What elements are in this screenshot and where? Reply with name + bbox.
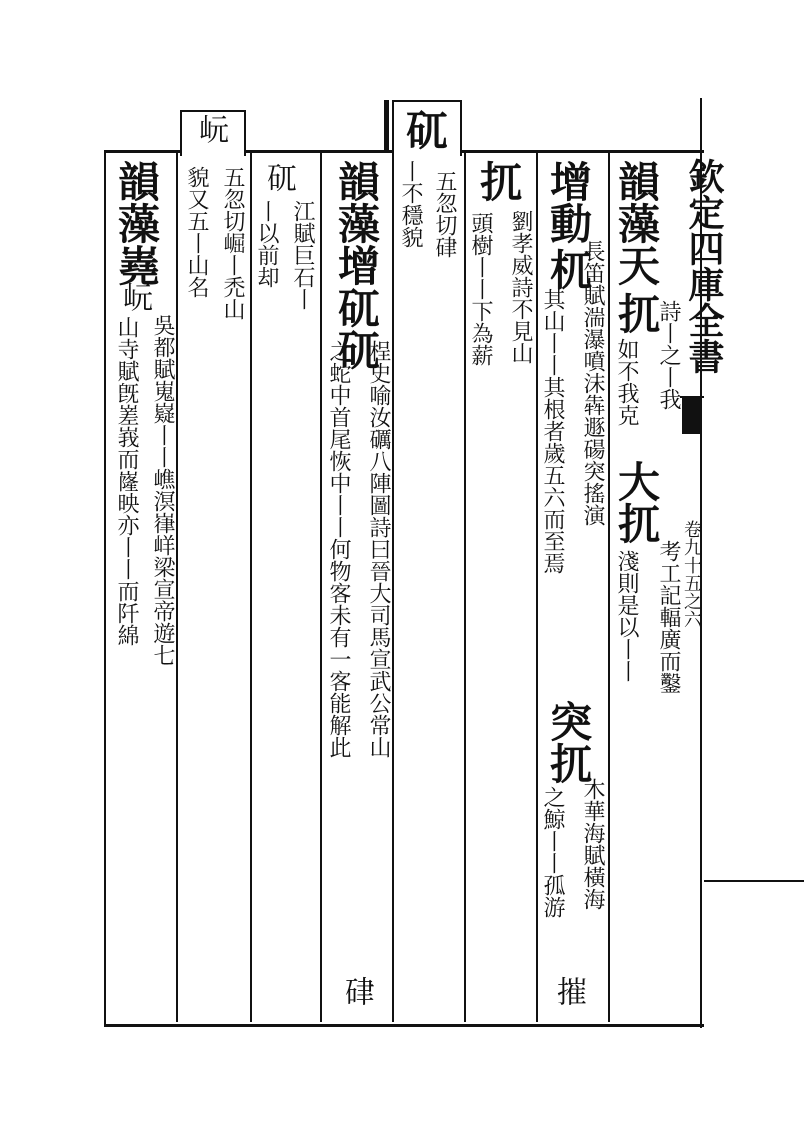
entry-text: 劉孝威詩不見山 [508, 210, 533, 364]
column-divider [608, 152, 610, 1022]
entry-headchar: 杌 [544, 248, 593, 290]
entry-text: 其山丨丨其根者歲五六而至焉 [540, 288, 565, 574]
entry-text: 如不我克 [614, 338, 639, 426]
entry-text: 山寺賦旣嵳峩而嶐映亦丨丨而阡綿 [114, 316, 139, 646]
column-divider [176, 152, 178, 1022]
column-divider [536, 152, 538, 1022]
entry-text: 木華海賦橫海 [580, 778, 605, 910]
column-divider [464, 152, 466, 1022]
entry-text: 考工記輻廣而鑿 [656, 540, 681, 694]
entry-text: 五忽切崛丨禿山 [220, 166, 245, 320]
entry-text: 頭樹丨丨下為薪 [468, 212, 493, 366]
entry-text: 之蛇中首尾恢中丨丨何物客未有一客能解此 [326, 340, 351, 758]
entry-text: 丨不穩貌 [398, 160, 423, 248]
entry-head: 矹 [400, 108, 449, 150]
entry-text: 丨以前却 [254, 200, 279, 288]
entry-head: 韻藻增矹矹 [332, 160, 381, 370]
entry-text: 吳都賦嵬嶷丨丨嶕溟嵂㟄梁宣帝遊七 [150, 314, 175, 666]
entry-text: 詩丨之丨我 [656, 300, 681, 410]
entry-text: 江賦巨石丨 [290, 200, 315, 310]
juan-number: 卷九十五之六 [681, 520, 702, 628]
entry-head: 扤 [474, 160, 523, 202]
entry-head: 韻藻天 [612, 160, 661, 286]
column-divider [320, 152, 322, 1022]
entry-text: 桯史喻汝礪八陣圖詩曰晉大司馬宣武公常山 [366, 340, 391, 758]
entry-tail: 硉 [339, 976, 374, 1006]
entry-head: 突扤 [544, 700, 593, 784]
entry-head: 大扤 [612, 460, 661, 544]
entry-headchar: 岏 [117, 282, 152, 312]
column-divider [250, 152, 252, 1022]
entry-text: 之鯨丨丨孤游 [540, 786, 565, 918]
entry-text: 淺則是以丨丨 [614, 550, 639, 682]
entry-tail: 摧 [551, 976, 586, 1006]
box-mark [384, 100, 389, 152]
entry-text: 貌又五丨山名 [184, 166, 209, 298]
page-header: 欽定四庫全書 [683, 158, 725, 374]
entry-head: 增動 [544, 160, 593, 244]
column-divider [392, 152, 394, 1022]
entry-text: 五忽切硉 [432, 170, 457, 258]
entry-headchar: 扤 [612, 292, 661, 334]
frame-bottom-rule [104, 1024, 704, 1027]
tail-rule [704, 880, 804, 882]
entry-text: 長笛賦湍瀑噴沫犇遯碭突搖演 [580, 240, 605, 526]
entry-head: 韻藻嶤 [112, 160, 161, 286]
frame-left-rule [104, 150, 106, 1024]
fishtail-mark [682, 398, 702, 434]
entry-head: 矹 [261, 162, 296, 192]
entry-head: 岏 [193, 114, 228, 144]
